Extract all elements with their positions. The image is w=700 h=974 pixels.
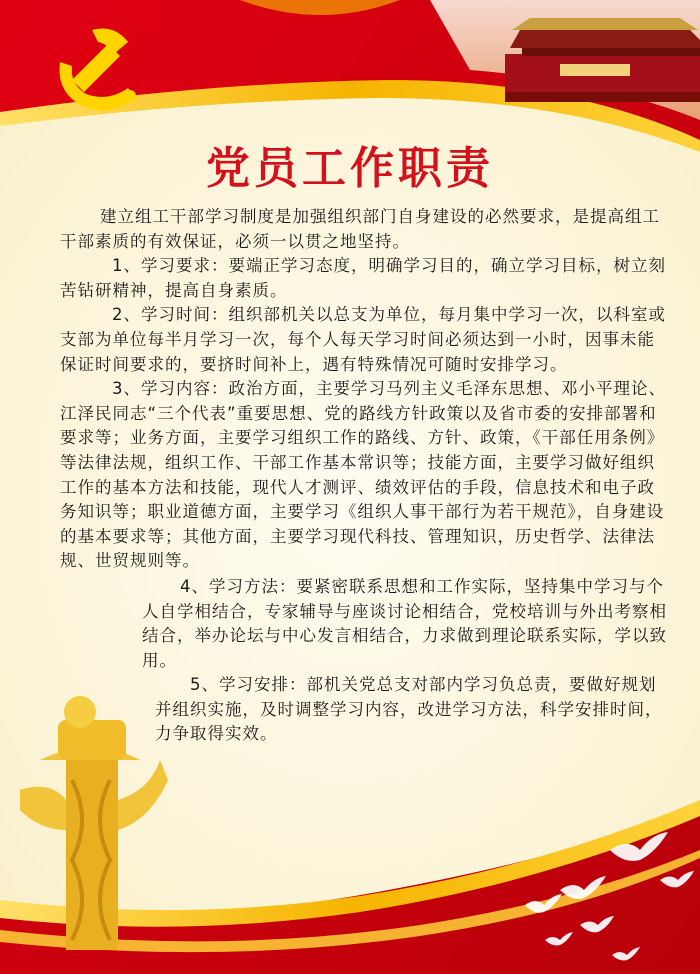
study-content-paragraph: 3、学习内容：政治方面，主要学习马列主义毛泽东思想、邓小平理论、江泽民同志“三个代表”重要思想、党的路线方针政策以及省市委的安排部署和要求等；业务方面，主要学习组织工作的路线、方针、政策，《干部任用条例》等法律法规，组织工作、干部工作基本常识等；技能方面，主要学习做好组织工作的基本方法和技能，现代人才测评、绩效评估的手段，信息技术和电子政务知识等；职业道德方面，主要学习《组织人事干部行为若干规范》，自身建设的基本要求等；其他方面，主要学习现代科技、管理知识，历史哲学、法律法规、世贸规则等。 [60, 379, 666, 571]
study-requirements-paragraph: 1、学习要求：要端正学习态度，明确学习目的，确立学习目标，树立刻苦钻研精神，提高自身素质。 [60, 256, 666, 300]
tiananmen-icon [505, 18, 700, 102]
study-method-paragraph: 4、学习方法：要紧密联系思想和工作实际，坚持集中学习与个人自学相结合，专家辅导与座谈讨论相结合，党校培训与外出考察相结合，举办论坛与中心发言相结合，力求做到理论联系实际，学以致用。 [142, 576, 667, 670]
intro-paragraph: 建立组工干部学习制度是加强组织部门自身建设的必然要求，是提高组工干部素质的有效保证，必须一以贯之地坚持。 [60, 207, 660, 251]
study-time-paragraph: 2、学习时间：组织部机关以总支为单位，每月集中学习一次，以科室或支部为单位每半月学习一次，每个人每天学习时间必须达到一小时，因事未能保证时间要求的，要挤时间补上，遇有特殊情况可随时安排学习。 [60, 305, 666, 374]
document-body [60, 205, 670, 747]
page-title: 党员工作职责 [206, 143, 494, 194]
study-arrangement-paragraph: 5、学习安排：部机关党总支对部内学习负总责，要做好规划并组织实施，及时调整学习内容，改进学习方法，科学安排时间，力争取得实效。 [155, 675, 663, 744]
